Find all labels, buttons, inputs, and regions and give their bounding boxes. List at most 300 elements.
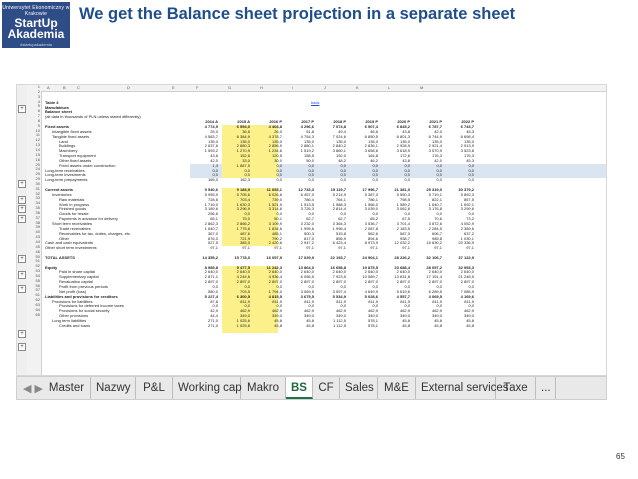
- cell-value[interactable]: 764,1: [335, 196, 346, 202]
- sheet-tab-nazwy[interactable]: Nazwy: [91, 377, 136, 399]
- group-expand-icon[interactable]: +: [18, 180, 26, 188]
- cell-value[interactable]: 2 814,4: [332, 206, 346, 212]
- cell-value[interactable]: 4 754,3: [300, 133, 314, 139]
- cell-value[interactable]: 49,4: [338, 128, 346, 134]
- cell-value[interactable]: 2 897,0: [428, 279, 442, 285]
- cell-value[interactable]: 2 897,0: [396, 279, 410, 285]
- cell-value[interactable]: 46,6: [370, 128, 378, 134]
- cell-value[interactable]: 462,9: [335, 308, 346, 314]
- row-number[interactable]: 8: [37, 117, 40, 123]
- cell-value[interactable]: 0,0: [308, 162, 314, 168]
- cell-value[interactable]: 6 423,4: [332, 240, 346, 246]
- column-header[interactable]: L: [388, 85, 391, 90]
- cell-value[interactable]: 6 457,0: [300, 191, 314, 197]
- cell-value[interactable]: 42,0: [434, 128, 442, 134]
- cell-value[interactable]: 9 477,5: [236, 264, 250, 270]
- cell-value[interactable]: 578,1: [367, 317, 378, 323]
- cell-value[interactable]: 6 056,5: [300, 274, 314, 280]
- row-number[interactable]: 44: [35, 239, 40, 244]
- cell-value[interactable]: 894,6: [367, 235, 378, 241]
- cell-value[interactable]: 2 836,1: [364, 143, 378, 149]
- cell-value[interactable]: 4 583,7: [204, 133, 218, 139]
- cell-value[interactable]: 798,5: [399, 196, 410, 202]
- cell-value[interactable]: 23 688,4: [394, 264, 410, 270]
- cell-value[interactable]: 26,0: [274, 128, 282, 134]
- cell-value[interactable]: 8 973,9: [364, 240, 378, 246]
- row-number[interactable]: 7: [37, 113, 40, 119]
- group-expand-icon[interactable]: +: [18, 271, 26, 279]
- cell-value[interactable]: 45,8: [466, 322, 474, 328]
- cell-value[interactable]: 1 640,7: [428, 201, 442, 207]
- cell-value[interactable]: 30,0: [274, 157, 282, 163]
- cell-value[interactable]: 17 029,9: [298, 254, 314, 260]
- cell-value[interactable]: 97,1: [306, 245, 314, 251]
- row-number[interactable]: 62: [35, 297, 40, 303]
- row-number[interactable]: 5: [37, 103, 40, 109]
- cell-value[interactable]: 2016 P: [269, 119, 282, 125]
- cell-value[interactable]: 2 284,5: [428, 225, 442, 231]
- cell-value[interactable]: 3 570,9: [428, 148, 442, 154]
- cell-value[interactable]: 3 523,8: [460, 148, 474, 154]
- cell-value[interactable]: 73,2: [466, 216, 474, 222]
- cell-value[interactable]: 6 384,9: [236, 133, 250, 139]
- cell-value[interactable]: 97,1: [466, 245, 474, 251]
- cell-value[interactable]: 1 640,7: [204, 225, 218, 231]
- cell-value[interactable]: 4 649,9: [364, 288, 378, 294]
- group-expand-icon[interactable]: +: [18, 215, 26, 223]
- row-number[interactable]: 30: [35, 180, 40, 186]
- cell-value[interactable]: 3 536,7: [364, 220, 378, 226]
- cell-value[interactable]: 3 860,1: [332, 148, 346, 154]
- cell-value[interactable]: 811,9: [400, 298, 410, 304]
- cell-value[interactable]: 45,3: [466, 128, 474, 134]
- cell-value[interactable]: 45,8: [274, 322, 282, 328]
- cell-value[interactable]: 811,9: [304, 298, 314, 304]
- cell-value[interactable]: 3 176,8: [428, 206, 442, 212]
- sheet-tab-master[interactable]: Master: [43, 377, 91, 399]
- row-number[interactable]: 24: [35, 166, 40, 172]
- cell-value[interactable]: 0,0: [468, 167, 474, 173]
- cell-value[interactable]: 587,0: [399, 230, 410, 236]
- cell-value[interactable]: 786,4: [303, 196, 314, 202]
- cell-value[interactable]: 0,0: [276, 172, 282, 178]
- cell-value[interactable]: 2 640,0: [236, 269, 250, 275]
- column-header[interactable]: J: [324, 85, 326, 90]
- cell-value[interactable]: 462,9: [431, 308, 442, 314]
- cell-value[interactable]: 3 364,3: [332, 220, 346, 226]
- cell-value[interactable]: 0,0: [372, 284, 378, 289]
- cell-value[interactable]: 176,3: [431, 153, 442, 159]
- more-tabs-ellipsis[interactable]: ...: [536, 377, 556, 399]
- cell-value[interactable]: 0,0: [340, 284, 346, 289]
- group-expand-icon[interactable]: +: [18, 330, 26, 338]
- cell-value[interactable]: 2 087,8: [364, 225, 378, 231]
- cell-value[interactable]: 176,3: [463, 153, 474, 159]
- cell-value[interactable]: 0,0: [372, 167, 378, 173]
- cell-value[interactable]: 5 719,1: [428, 191, 442, 197]
- cell-value[interactable]: 1 519,2: [300, 148, 314, 154]
- row-number[interactable]: 63: [35, 301, 40, 307]
- column-header[interactable]: K: [356, 85, 359, 90]
- cell-value[interactable]: 2020 P: [397, 119, 410, 125]
- cell-value[interactable]: 3 069,5: [300, 288, 314, 294]
- group-expand-icon[interactable]: +: [18, 196, 26, 204]
- cell-value[interactable]: 811,9: [240, 298, 250, 304]
- cell-value[interactable]: 938,7: [399, 235, 410, 241]
- cell-value[interactable]: 271,0: [207, 317, 218, 323]
- cell-value[interactable]: 3 675,5: [300, 293, 314, 299]
- cell-value[interactable]: 67,5: [402, 216, 410, 222]
- cell-value[interactable]: 4 774,9: [204, 123, 218, 129]
- cell-value[interactable]: 1 025,6: [236, 317, 250, 323]
- cell-value[interactable]: 3 109,9: [268, 220, 282, 226]
- cell-value[interactable]: 5 387,0: [364, 191, 378, 197]
- cell-value[interactable]: 1 834,6: [268, 225, 282, 231]
- cell-value[interactable]: 606,7: [431, 230, 442, 236]
- row-number[interactable]: 51: [35, 258, 40, 264]
- column-header[interactable]: I: [292, 85, 294, 90]
- cell-value[interactable]: 4 936,4: [268, 274, 282, 280]
- group-expand-icon[interactable]: +: [18, 285, 26, 293]
- cell-value[interactable]: 87,8: [210, 298, 218, 304]
- cell-value[interactable]: 172,6: [399, 153, 410, 159]
- cell-value[interactable]: 0,0: [436, 172, 442, 178]
- row-number[interactable]: 52: [35, 263, 40, 269]
- cell-value[interactable]: 3 618,9: [396, 148, 410, 154]
- cell-value[interactable]: 2 897,0: [300, 279, 314, 285]
- column-header[interactable]: C: [77, 85, 80, 90]
- row-number[interactable]: 31: [35, 185, 40, 191]
- cell-value[interactable]: 5 534,9: [332, 293, 346, 299]
- cell-value[interactable]: 1 775,6: [236, 225, 250, 231]
- cell-value[interactable]: 10 589,7: [362, 274, 378, 280]
- cell-value[interactable]: 0,0: [308, 284, 314, 289]
- cell-value[interactable]: 3 189,6: [204, 206, 218, 212]
- cell-value[interactable]: 51,8: [306, 128, 314, 134]
- cell-value[interactable]: 4 069,5: [428, 293, 442, 299]
- cell-value[interactable]: 7 074,8: [332, 123, 346, 129]
- cell-value[interactable]: 135,0: [399, 138, 410, 144]
- column-header[interactable]: A: [47, 85, 50, 90]
- cell-value[interactable]: 0,0: [436, 211, 442, 217]
- cell-value[interactable]: 7 024,6: [332, 133, 346, 139]
- cell-value[interactable]: 462,9: [303, 308, 314, 314]
- cell-value[interactable]: 165,0: [207, 177, 218, 183]
- cell-value[interactable]: 811,9: [464, 298, 474, 304]
- cell-value[interactable]: 6 787,7: [428, 123, 442, 129]
- cell-value[interactable]: 3 701,4: [396, 220, 410, 226]
- row-number[interactable]: 15: [35, 151, 40, 157]
- cell-value[interactable]: 17 151,4: [426, 274, 442, 280]
- cell-value[interactable]: 4 404,8: [268, 123, 282, 129]
- cell-value[interactable]: 1 521,9: [268, 201, 282, 207]
- cell-value[interactable]: 367,0: [207, 230, 218, 236]
- cell-value[interactable]: 487,6: [239, 230, 250, 236]
- cell-value[interactable]: 0,0: [308, 177, 314, 183]
- cell-value[interactable]: 0,0: [372, 177, 378, 183]
- cell-value[interactable]: 4 169,6: [460, 293, 474, 299]
- cell-value[interactable]: 62,7: [338, 216, 346, 222]
- cell-value[interactable]: 1 025,6: [236, 322, 250, 328]
- row-number[interactable]: 57: [35, 287, 40, 293]
- row-number[interactable]: 20: [35, 161, 40, 167]
- cell-value[interactable]: 70,6: [434, 216, 442, 222]
- cell-value[interactable]: 0,0: [404, 167, 410, 173]
- cell-value[interactable]: 0,0: [404, 177, 410, 183]
- row-number[interactable]: 25: [35, 171, 40, 177]
- cell-value[interactable]: 0,0: [468, 172, 474, 178]
- cell-value[interactable]: 2021 P: [429, 119, 442, 125]
- cell-value[interactable]: 2 897,0: [332, 279, 346, 285]
- cell-value[interactable]: 28 057,2: [426, 264, 442, 270]
- row-number[interactable]: 65: [35, 311, 40, 317]
- cell-value[interactable]: 7 085,9: [460, 288, 474, 294]
- cell-value[interactable]: 17 996,7: [362, 187, 378, 192]
- cell-value[interactable]: 5 619,6: [396, 288, 410, 294]
- cell-value[interactable]: 13 631,8: [394, 274, 410, 280]
- cell-value[interactable]: 4 244,6: [236, 274, 250, 280]
- cell-value[interactable]: 135,0: [431, 138, 442, 144]
- cell-value[interactable]: 3 232,0: [300, 220, 314, 226]
- cell-value[interactable]: 0,0: [468, 177, 474, 183]
- cell-value[interactable]: 8 989,8: [204, 264, 218, 270]
- row-number[interactable]: 53: [35, 268, 40, 274]
- cell-value[interactable]: 739,0: [271, 196, 282, 202]
- cell-value[interactable]: 6 743,7: [460, 123, 474, 129]
- cell-value[interactable]: 42,9: [210, 308, 218, 314]
- cell-value[interactable]: 637,2: [463, 230, 474, 236]
- cell-value[interactable]: 6 289,5: [428, 288, 442, 294]
- cell-value[interactable]: 2015 A: [237, 119, 250, 125]
- cell-value[interactable]: 1 996,4: [332, 225, 346, 231]
- cell-value[interactable]: 43,8: [402, 128, 410, 134]
- cell-value[interactable]: 1 566,0: [364, 201, 378, 207]
- cell-value[interactable]: 985,8: [431, 235, 442, 241]
- cell-value[interactable]: 2 913,9: [460, 143, 474, 149]
- cell-value[interactable]: 22 193,7: [330, 254, 346, 260]
- cell-value[interactable]: 811,9: [368, 298, 378, 304]
- row-number[interactable]: 1: [37, 84, 40, 89]
- cell-value[interactable]: 703,5: [239, 288, 250, 294]
- table-row[interactable]: [41, 324, 606, 329]
- cell-value[interactable]: 33,0: [242, 157, 250, 163]
- row-number[interactable]: 32: [35, 190, 40, 196]
- cell-value[interactable]: 19 875,5: [362, 264, 378, 270]
- cell-value[interactable]: 2 880,3: [236, 143, 250, 149]
- cell-value[interactable]: 135,0: [207, 138, 218, 144]
- cell-value[interactable]: 12 733,3: [298, 187, 314, 192]
- cell-value[interactable]: 2014 A: [205, 119, 218, 125]
- group-expand-icon[interactable]: +: [18, 343, 26, 351]
- column-header[interactable]: E: [172, 85, 175, 90]
- row-number[interactable]: 38: [35, 219, 40, 225]
- cell-value[interactable]: 2019 P: [365, 119, 378, 125]
- cell-value[interactable]: 0,0: [340, 303, 346, 309]
- cell-value[interactable]: 349,0: [239, 313, 250, 319]
- cell-value[interactable]: 0,0: [244, 172, 250, 178]
- cell-value[interactable]: 1 995,6: [300, 225, 314, 231]
- cell-value[interactable]: 349,0: [303, 313, 314, 319]
- cell-value[interactable]: 2 640,0: [268, 269, 282, 275]
- cell-value[interactable]: 2 897,0: [204, 279, 218, 285]
- group-expand-icon[interactable]: +: [18, 205, 26, 213]
- sheet-tab-sales[interactable]: Sales: [340, 377, 378, 399]
- cell-value[interactable]: 2017 P: [301, 119, 314, 125]
- cell-value[interactable]: 43,6: [210, 153, 218, 159]
- cell-value[interactable]: 0,0: [372, 162, 378, 168]
- cell-value[interactable]: 3 872,6: [428, 220, 442, 226]
- cell-value[interactable]: 5 550,3: [396, 191, 410, 197]
- cell-value[interactable]: 1 112,5: [332, 322, 346, 328]
- cell-value[interactable]: 0,0: [436, 284, 442, 289]
- cell-value[interactable]: 135,0: [271, 138, 282, 144]
- cell-value[interactable]: 65,2: [370, 216, 378, 222]
- cell-value[interactable]: 2 420,6: [268, 240, 282, 246]
- cell-value[interactable]: 0,0: [276, 284, 282, 289]
- sheet-tab-external-services[interactable]: External services: [416, 377, 496, 399]
- cell-value[interactable]: 5 892,3: [460, 191, 474, 197]
- cell-value[interactable]: 65,1: [210, 216, 218, 222]
- cell-value[interactable]: 45,8: [466, 317, 474, 323]
- cell-value[interactable]: 2 921,4: [428, 143, 442, 149]
- cell-value[interactable]: 857,5: [463, 196, 474, 202]
- cell-value[interactable]: 4 378,7: [268, 133, 282, 139]
- cell-value[interactable]: 462,9: [463, 308, 474, 314]
- cell-value[interactable]: 97,1: [434, 245, 442, 251]
- cell-value[interactable]: 11 653,1: [266, 187, 282, 192]
- sheet-tab-makro[interactable]: Makro: [241, 377, 286, 399]
- cell-value[interactable]: 0,0: [340, 167, 346, 173]
- cell-value[interactable]: 0,0: [276, 211, 282, 217]
- cell-value[interactable]: 6 300,5: [236, 293, 250, 299]
- row-number[interactable]: 34: [35, 200, 40, 206]
- cell-value[interactable]: 13 864,0: [298, 264, 314, 270]
- row-number[interactable]: 46: [35, 248, 40, 254]
- row-number[interactable]: 13: [35, 142, 40, 148]
- cell-value[interactable]: 2 640,0: [300, 269, 314, 275]
- cell-value[interactable]: 0,0: [436, 162, 442, 168]
- cell-value[interactable]: 6 698,4: [460, 133, 474, 139]
- cell-value[interactable]: 21 248,5: [458, 274, 474, 280]
- sheet-tab-taxe[interactable]: Taxe: [496, 377, 536, 399]
- column-header[interactable]: H: [260, 85, 263, 90]
- cell-value[interactable]: 1 234,6: [268, 148, 282, 154]
- cell-value[interactable]: 0,0: [404, 172, 410, 178]
- cell-value[interactable]: 0,0: [340, 162, 346, 168]
- cell-value[interactable]: 2022 P: [461, 119, 474, 125]
- cell-value[interactable]: 45,3: [466, 157, 474, 163]
- cell-value[interactable]: 5 705,6: [236, 191, 250, 197]
- cell-value[interactable]: 25 319,0: [426, 187, 442, 192]
- cell-value[interactable]: 2 866,2: [236, 220, 250, 226]
- row-number[interactable]: 56: [35, 282, 40, 288]
- cell-value[interactable]: 6 744,9: [428, 133, 442, 139]
- cell-value[interactable]: 1 112,5: [332, 317, 346, 323]
- cell-value[interactable]: 2 640,0: [204, 269, 218, 275]
- cell-value[interactable]: 9 183,9: [236, 187, 250, 192]
- cell-value[interactable]: 97,1: [274, 245, 282, 251]
- cell-value[interactable]: 135,0: [463, 138, 474, 144]
- cell-value[interactable]: 0,0: [372, 211, 378, 217]
- row-number[interactable]: 43: [35, 234, 40, 240]
- row-number[interactable]: 14: [35, 146, 40, 152]
- cell-value[interactable]: 721,9: [239, 235, 250, 241]
- cell-value[interactable]: 4 296,6: [300, 123, 314, 129]
- cell-value[interactable]: 21 381,0: [394, 187, 410, 192]
- cell-value[interactable]: 462,9: [239, 308, 250, 314]
- cell-value[interactable]: 2 871,1: [204, 274, 218, 280]
- spreadsheet-view[interactable]: [16, 84, 607, 376]
- cell-value[interactable]: 3 039,0: [364, 206, 378, 212]
- cell-value[interactable]: 7 923,5: [332, 274, 346, 280]
- cell-value[interactable]: 45,8: [306, 322, 314, 328]
- group-expand-icon[interactable]: +: [18, 255, 26, 263]
- cell-value[interactable]: 0,0: [340, 177, 346, 183]
- cell-value[interactable]: 0,0: [212, 284, 218, 289]
- row-number[interactable]: 12: [35, 137, 40, 143]
- cell-value[interactable]: 25,0: [210, 128, 218, 134]
- cell-value[interactable]: 30 379,2: [458, 187, 474, 192]
- cell-value[interactable]: 0,0: [468, 284, 474, 289]
- cell-value[interactable]: 1 716,0: [204, 201, 218, 207]
- cell-value[interactable]: 6 907,4: [364, 123, 378, 129]
- cell-value[interactable]: 15 119,7: [330, 187, 346, 192]
- cell-value[interactable]: 5 214,9: [332, 191, 346, 197]
- cell-value[interactable]: 0,0: [276, 167, 282, 173]
- cell-value[interactable]: 811,9: [432, 298, 442, 304]
- cell-value[interactable]: 42,0: [210, 157, 218, 163]
- cell-value[interactable]: 2 880,1: [300, 143, 314, 149]
- cell-value[interactable]: 0,0: [436, 303, 442, 309]
- cell-value[interactable]: 349,0: [271, 313, 282, 319]
- cell-value[interactable]: 580,0: [207, 288, 218, 294]
- cell-value[interactable]: 32 106,7: [426, 254, 442, 260]
- cell-value[interactable]: 45,8: [402, 322, 410, 328]
- cell-value[interactable]: 2 897,0: [268, 279, 282, 285]
- sheet-tab-working-cap[interactable]: Working cap: [173, 377, 241, 399]
- cell-value[interactable]: 50,0: [306, 157, 314, 163]
- cell-value[interactable]: 4 815,5: [268, 293, 282, 299]
- row-number[interactable]: 6: [37, 108, 40, 114]
- cell-value[interactable]: 822,1: [431, 196, 442, 202]
- cell-value[interactable]: 1 593,2: [204, 148, 218, 154]
- cell-value[interactable]: 0,0: [404, 162, 410, 168]
- sheet-tab-m-e[interactable]: M&E: [378, 377, 416, 399]
- cell-value[interactable]: 2 856,9: [268, 143, 282, 149]
- cell-value[interactable]: 45,8: [274, 317, 282, 323]
- cell-value[interactable]: 15 630,2: [426, 240, 442, 246]
- cell-value[interactable]: 2 640,0: [460, 269, 474, 275]
- cell-value[interactable]: 0,0: [404, 303, 410, 309]
- cell-value[interactable]: 135,0: [335, 138, 346, 144]
- sheet-tab-bs[interactable]: BS: [286, 377, 313, 399]
- cell-value[interactable]: 0,0: [372, 303, 378, 309]
- row-number[interactable]: 55: [35, 277, 40, 283]
- cell-value[interactable]: 485,1: [271, 230, 282, 236]
- cell-value[interactable]: 0,0: [372, 172, 378, 178]
- column-header[interactable]: B: [63, 85, 66, 90]
- cell-value[interactable]: 36,6: [242, 128, 250, 134]
- cell-value[interactable]: 786,1: [367, 196, 378, 202]
- cell-value[interactable]: 5 227,4: [204, 293, 218, 299]
- cell-value[interactable]: 0,0: [244, 284, 250, 289]
- cell-value[interactable]: 578,1: [367, 322, 378, 328]
- cell-value[interactable]: 162,3: [239, 177, 250, 183]
- cell-value[interactable]: 45,8: [402, 317, 410, 323]
- cell-value[interactable]: 3 658,6: [364, 148, 378, 154]
- column-header[interactable]: G: [228, 85, 232, 90]
- cell-value[interactable]: 6 850,5: [364, 133, 378, 139]
